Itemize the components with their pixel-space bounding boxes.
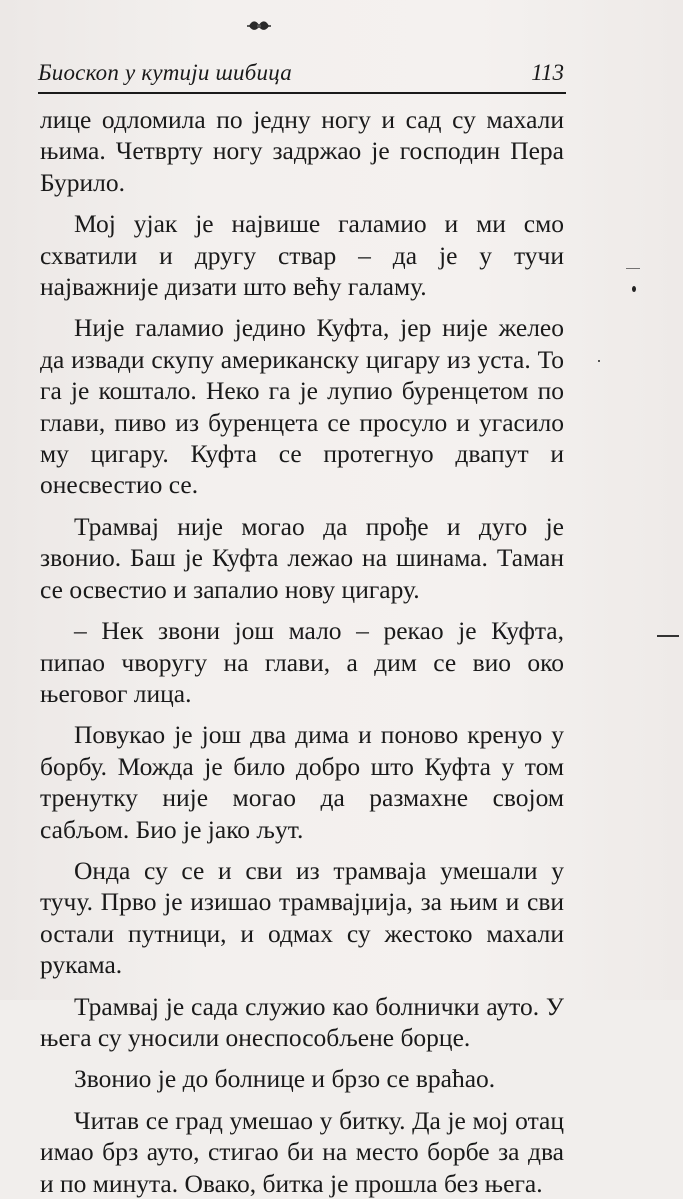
paragraph: Онда су се и сви из трамваја умешали у тучу. Прво је изишао трамвајџија, за њим и сви остали путници, и одмах су жестоко махали рукама.: [40, 855, 564, 980]
ink-speck: [632, 286, 636, 292]
page-number: 113: [531, 60, 564, 85]
printer-ornament-icon: [246, 18, 272, 34]
paragraph: – Нек звони још мало – рекао је Куфта, пипао чворугу на глави, а дим се вио око његовог лица.: [40, 616, 564, 708]
paragraph: Није галамио једино Куфта, јер није желео да извади скупу американску цигару из уста. То га је коштало. Неко га је лупио буренцетом по глави, пиво из буренцета се просуло и угасило му цигару. Куфта се протегнуо двапут и онесвестио се.: [40, 313, 564, 500]
paragraph: Звонио је до болнице и брзо се враћао.: [74, 1064, 496, 1094]
running-header: [38, 60, 566, 94]
ink-speck: [598, 360, 600, 362]
body-text: [40, 104, 564, 1199]
paragraph: Повукао је још два дима и поново кренуо у борбу. Можда је било добро што Куфта у том тренутку није могао да размахне својом сабљом. Био је јако љут.: [40, 720, 564, 844]
running-title: Биоскоп у кутији шибица: [38, 60, 292, 85]
edge-mark: [657, 635, 679, 637]
paragraph: Трамвај није могао да прође и дуго је звонио. Баш је Куфта лежао на шинама. Таман се освестио и запалио нову цигару.: [40, 511, 564, 604]
paragraph: Читав се град умешао у битку. Да је мој отац имао брз ауто, стигао би на место борбе за два и по минута. Овако, битка је прошла без њега.: [40, 1105, 564, 1198]
ink-speck: [626, 268, 640, 269]
paragraph: Мој ујак је највише галамио и ми смо схватили и другу ствар – да је у тучи најважније дизати што већу галаму.: [40, 209, 564, 302]
paragraph: лице одломила по једну ногу и сад су махали њима. Четврту ногу задржао је господин Пера Бурило.: [40, 105, 564, 197]
paragraph: Трамвај је сада служио као болнички ауто. У њега су уносили онеспособљене борце.: [40, 991, 564, 1052]
